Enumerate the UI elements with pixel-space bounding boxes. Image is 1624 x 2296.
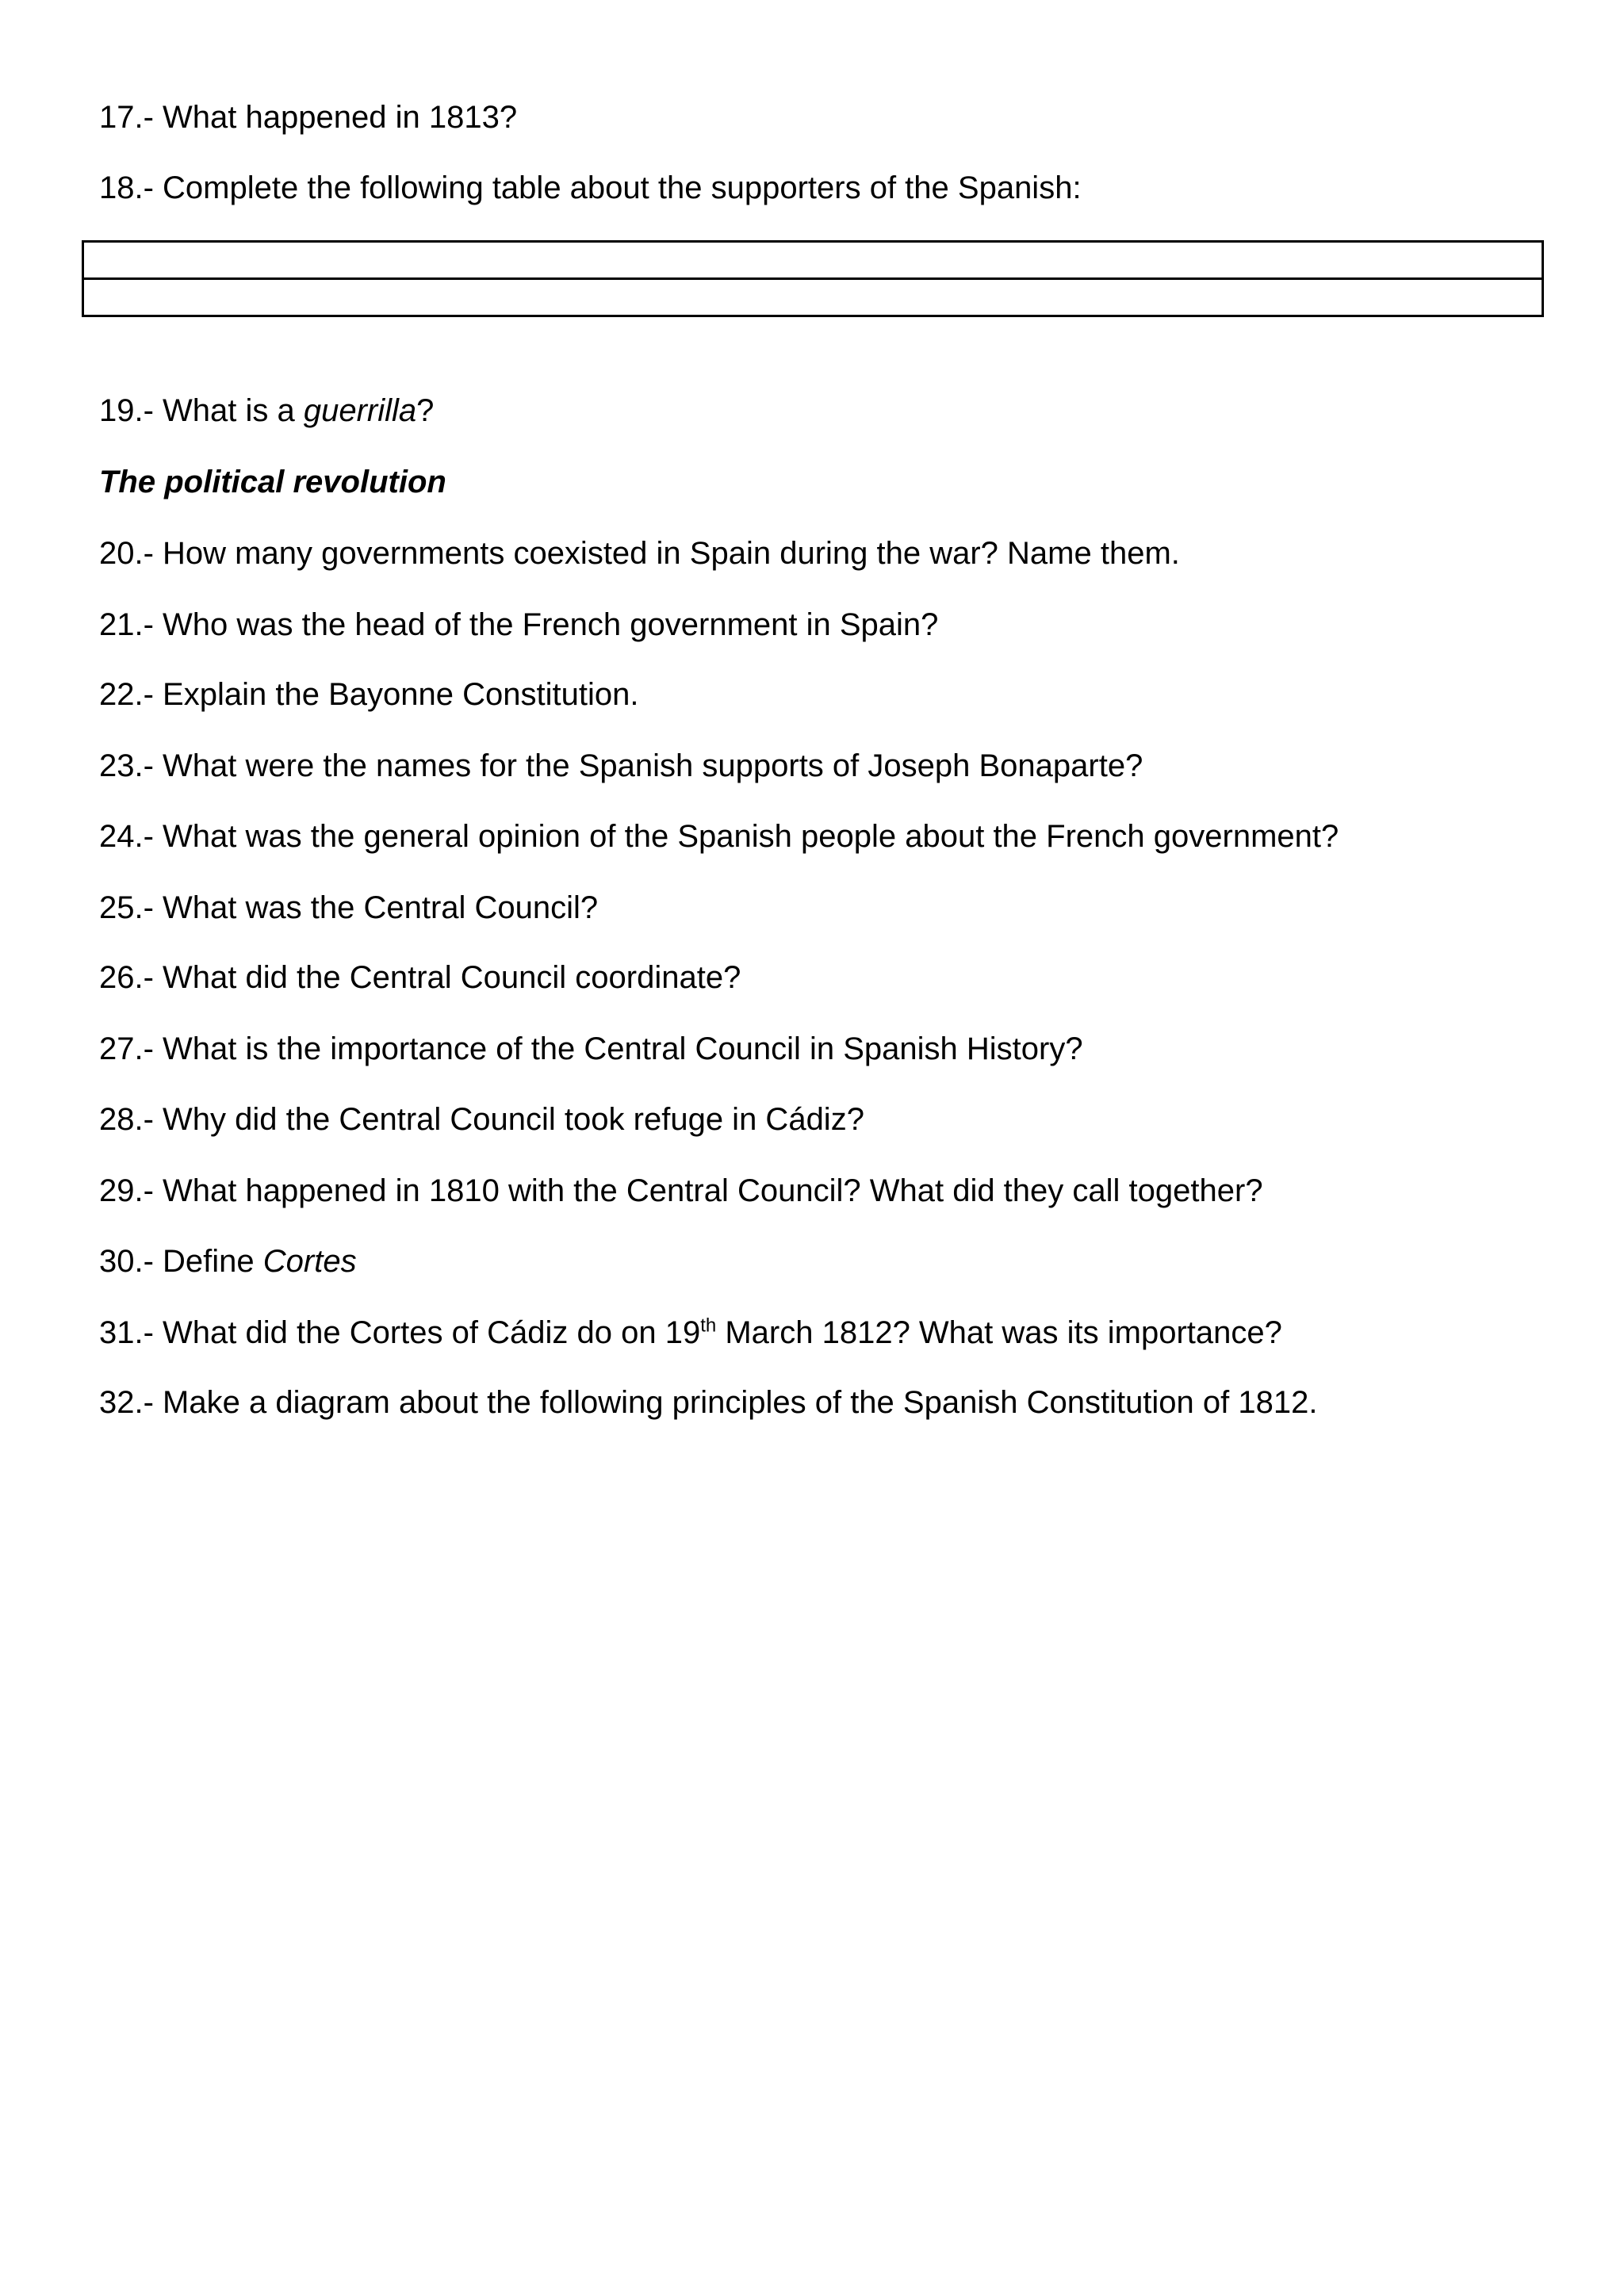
- question-31-suffix: March 1812? What was its importance?: [716, 1315, 1282, 1350]
- question-25: 25.- What was the Central Council?: [99, 890, 599, 925]
- question-18: 18.- Complete the following table about the supporters of the Spanish:: [99, 170, 1082, 205]
- question-19-term: guerrilla: [303, 393, 417, 428]
- supporters-table: [82, 240, 1544, 317]
- question-22: 22.- Explain the Bayonne Constitution.: [99, 677, 639, 712]
- question-27: 27.- What is the importance of the Central Council in Spanish History?: [99, 1031, 1083, 1066]
- question-19-text: 19.- What is a: [99, 393, 304, 428]
- section-heading: The political revolution: [99, 465, 446, 499]
- table-cell[interactable]: [83, 242, 1543, 279]
- question-32: 32.- Make a diagram about the following principles of the Spanish Constitution of 1812.: [99, 1385, 1318, 1420]
- question-21: 21.- Who was the head of the French government in Spain?: [99, 607, 939, 642]
- question-29: 29.- What happened in 1810 with the Central Council? What did they call together?: [99, 1173, 1263, 1208]
- question-28: 28.- Why did the Central Council took refuge in Cádiz?: [99, 1102, 864, 1137]
- table-row: [83, 242, 1543, 279]
- question-30: [99, 1242, 357, 1280]
- question-26: 26.- What did the Central Council coordinate?: [99, 960, 741, 995]
- question-30-term: Cortes: [262, 1244, 357, 1279]
- question-30-text: 30.- Define: [99, 1244, 263, 1279]
- question-19-suffix: ?: [416, 393, 435, 428]
- question-31: [99, 1314, 1282, 1352]
- table-cell[interactable]: [83, 279, 1543, 316]
- question-24: 24.- What was the general opinion of the Spanish people about the French government?: [99, 819, 1339, 854]
- table-row: [83, 279, 1543, 316]
- question-19: [99, 392, 434, 430]
- question-31-superscript: th: [700, 1314, 717, 1337]
- question-20: 20.- How many governments coexisted in Spain during the war? Name them.: [99, 536, 1180, 571]
- question-31-text: 31.- What did the Cortes of Cádiz do on 19: [99, 1315, 701, 1350]
- question-17: 17.- What happened in 1813?: [99, 100, 518, 135]
- question-23: 23.- What were the names for the Spanish supports of Joseph Bonaparte?: [99, 748, 1143, 783]
